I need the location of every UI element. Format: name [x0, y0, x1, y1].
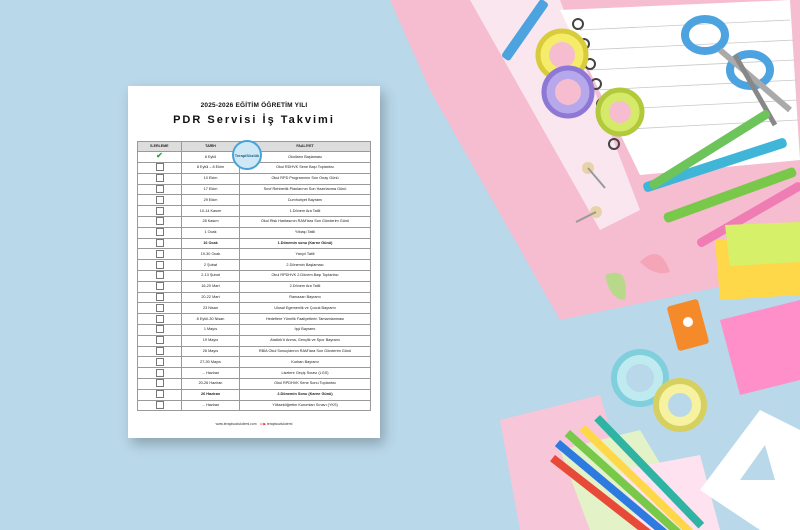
progress-cell — [138, 368, 182, 379]
activity-cell: 1.Dönemin sonu (Karne Günü) — [240, 238, 371, 249]
progress-cell — [138, 303, 182, 314]
table-row — [138, 400, 371, 411]
youtube-icon: ▶ — [263, 422, 266, 426]
activity-cell: Cumhuriyet Bayramı — [240, 195, 371, 206]
table-row — [138, 324, 371, 335]
progress-checkbox[interactable] — [156, 217, 164, 225]
table-row — [138, 227, 371, 238]
date-cell: 26 Haziran — [182, 389, 240, 400]
date-cell: 19 Mayıs — [182, 335, 240, 346]
table-row — [138, 260, 371, 271]
progress-cell — [138, 173, 182, 184]
table-row — [138, 378, 371, 389]
activity-cell: Okulların Başlaması — [240, 152, 371, 163]
table-row — [138, 335, 371, 346]
sharpener-icon — [667, 299, 710, 352]
seal-text: TerapiSözlük — [234, 152, 260, 158]
document-year-title: 2025-2026 EĞİTİM ÖĞRETİM YILI — [200, 102, 308, 109]
instagram-icon: ◘ — [260, 422, 263, 426]
table-row — [138, 314, 371, 325]
progress-cell — [138, 216, 182, 227]
table-row — [138, 303, 371, 314]
footer-website: www.terapisozlukdemi.com — [215, 422, 257, 426]
table-row — [138, 238, 371, 249]
progress-cell — [138, 184, 182, 195]
activity-cell: 1.Dönem Ara Tatili — [240, 206, 371, 217]
progress-cell — [138, 346, 182, 357]
progress-cell — [138, 378, 182, 389]
progress-cell — [138, 238, 182, 249]
progress-checkbox[interactable] — [156, 228, 164, 236]
column-header-progress: İLERLEME — [138, 142, 182, 152]
progress-cell — [138, 227, 182, 238]
date-cell: 1 Ocak — [182, 227, 240, 238]
table-row — [138, 270, 371, 281]
footer-handle: terapisozlukdemi — [266, 422, 293, 426]
date-cell: 20-22 Mart — [182, 292, 240, 303]
activity-cell: Okul Risk Haritasının RAM'lara Son Gönderim Günü — [240, 216, 371, 227]
progress-checkbox[interactable] — [156, 271, 164, 279]
progress-checkbox[interactable] — [156, 325, 164, 333]
activity-cell: Yükseköğretim Kurumları Sınavı (YKS) — [240, 400, 371, 411]
date-cell: 8 Eylül – 8 Ekim — [182, 163, 240, 174]
progress-checkbox[interactable] — [156, 401, 164, 409]
brand-seal-logo — [232, 140, 262, 170]
date-cell: 8 Eylül — [182, 152, 240, 163]
progress-cell — [138, 163, 182, 174]
progress-cell — [138, 400, 182, 411]
activity-cell: Kurban Bayramı — [240, 357, 371, 368]
table-row — [138, 281, 371, 292]
date-cell: 10 Ekim — [182, 173, 240, 184]
table-row — [138, 389, 371, 400]
activity-cell: Okul RPD Programının Son Onay Günü — [240, 173, 371, 184]
progress-cell — [138, 249, 182, 260]
date-cell: 10-14 Kasım — [182, 206, 240, 217]
progress-checkbox[interactable] — [156, 239, 164, 247]
progress-checkbox[interactable] — [156, 379, 164, 387]
progress-checkbox[interactable] — [156, 282, 164, 290]
sticky-notes — [715, 222, 800, 395]
activity-cell: Ramazan Bayramı — [240, 292, 371, 303]
date-cell: ... Haziran — [182, 368, 240, 379]
table-row — [138, 249, 371, 260]
checkmark-icon[interactable]: ✔ — [156, 151, 163, 160]
date-cell: 2-13 Şubat — [182, 270, 240, 281]
document-main-title: PDR Servisi İş Takvimi — [173, 114, 335, 126]
progress-cell — [138, 152, 182, 163]
progress-checkbox[interactable] — [156, 369, 164, 377]
date-cell: 8 Eylül-30 Nisan — [182, 314, 240, 325]
table-row — [138, 173, 371, 184]
table-row — [138, 184, 371, 195]
activity-cell: Hedeflere Yönelik Faaliyetlerin Tamamlanması — [240, 314, 371, 325]
date-cell: 19-30 Ocak — [182, 249, 240, 260]
progress-cell — [138, 260, 182, 271]
activity-cell: Liselere Geçiş Sınavı (LGS) — [240, 368, 371, 379]
progress-checkbox[interactable] — [156, 315, 164, 323]
activity-cell: 2.Dönemin Sonu (Karne Günü) — [240, 389, 371, 400]
progress-cell — [138, 324, 182, 335]
activity-cell: Atatürk'ü Anma, Gençlik ve Spor Bayramı — [240, 335, 371, 346]
progress-checkbox[interactable] — [156, 261, 164, 269]
table-row — [138, 216, 371, 227]
date-cell: 26 Mayıs — [182, 346, 240, 357]
activity-cell: Okul RPDHVK 2.Dönem Başı Toplantısı — [240, 270, 371, 281]
activity-cell: Okul RDHVK Sene Başı Toplantısı — [240, 163, 371, 174]
progress-checkbox[interactable] — [156, 185, 164, 193]
progress-checkbox[interactable] — [156, 390, 164, 398]
activity-cell: RBİA Okul Sonuçlarının RAM'lara Son Gönderim Günü — [240, 346, 371, 357]
column-header-activity: FAALİYET — [240, 142, 371, 152]
date-cell: 20-26 Haziran — [182, 378, 240, 389]
progress-checkbox[interactable] — [156, 163, 164, 171]
progress-cell — [138, 357, 182, 368]
progress-checkbox[interactable] — [156, 293, 164, 301]
progress-cell — [138, 270, 182, 281]
table-row — [138, 346, 371, 357]
date-cell: 16 Ocak — [182, 238, 240, 249]
date-cell: 28 Kasım — [182, 216, 240, 227]
pdr-calendar-document — [128, 86, 380, 438]
calendar-table — [137, 141, 371, 411]
activity-cell: Yarıyıl Tatili — [240, 249, 371, 260]
progress-checkbox[interactable] — [156, 207, 164, 215]
progress-cell — [138, 195, 182, 206]
date-cell: 29 Ekim — [182, 195, 240, 206]
activity-cell: 2.Dönem Ara Tatili — [240, 281, 371, 292]
date-cell: 1 Mayıs — [182, 324, 240, 335]
progress-checkbox[interactable] — [156, 250, 164, 258]
table-row — [138, 368, 371, 379]
progress-checkbox[interactable] — [156, 347, 164, 355]
date-cell: 2 Şubat — [182, 260, 240, 271]
activity-cell: 2.Dönemin Başlaması — [240, 260, 371, 271]
activity-cell: Okul RPDHVK Sene Sonu Toplantısı — [240, 378, 371, 389]
column-header-date: TARİH — [182, 142, 240, 152]
table-row — [138, 206, 371, 217]
progress-cell — [138, 314, 182, 325]
progress-checkbox[interactable] — [156, 304, 164, 312]
table-row — [138, 357, 371, 368]
date-cell: 23 Nisan — [182, 303, 240, 314]
activity-cell: Sınıf Rehberlik Planlarının Son Hazırlanma Günü — [240, 184, 371, 195]
activity-cell: İşçi Bayramı — [240, 324, 371, 335]
progress-checkbox[interactable] — [156, 358, 164, 366]
tape-rolls-lower — [614, 352, 704, 429]
activity-cell: Yılbaşı Tatili — [240, 227, 371, 238]
progress-checkbox[interactable] — [156, 336, 164, 344]
table-row — [138, 195, 371, 206]
progress-cell — [138, 281, 182, 292]
progress-cell — [138, 206, 182, 217]
progress-checkbox[interactable] — [156, 174, 164, 182]
table-row — [138, 292, 371, 303]
date-cell: 27-30 Mayıs — [182, 357, 240, 368]
date-cell: 17 Ekim — [182, 184, 240, 195]
progress-cell — [138, 292, 182, 303]
progress-cell — [138, 335, 182, 346]
progress-checkbox[interactable] — [156, 196, 164, 204]
activity-cell: Ulusal Egemenlik ve Çocuk Bayramı — [240, 303, 371, 314]
date-cell: ... Haziran — [182, 400, 240, 411]
date-cell: 16-20 Mart — [182, 281, 240, 292]
document-footer — [128, 422, 380, 426]
progress-cell — [138, 389, 182, 400]
